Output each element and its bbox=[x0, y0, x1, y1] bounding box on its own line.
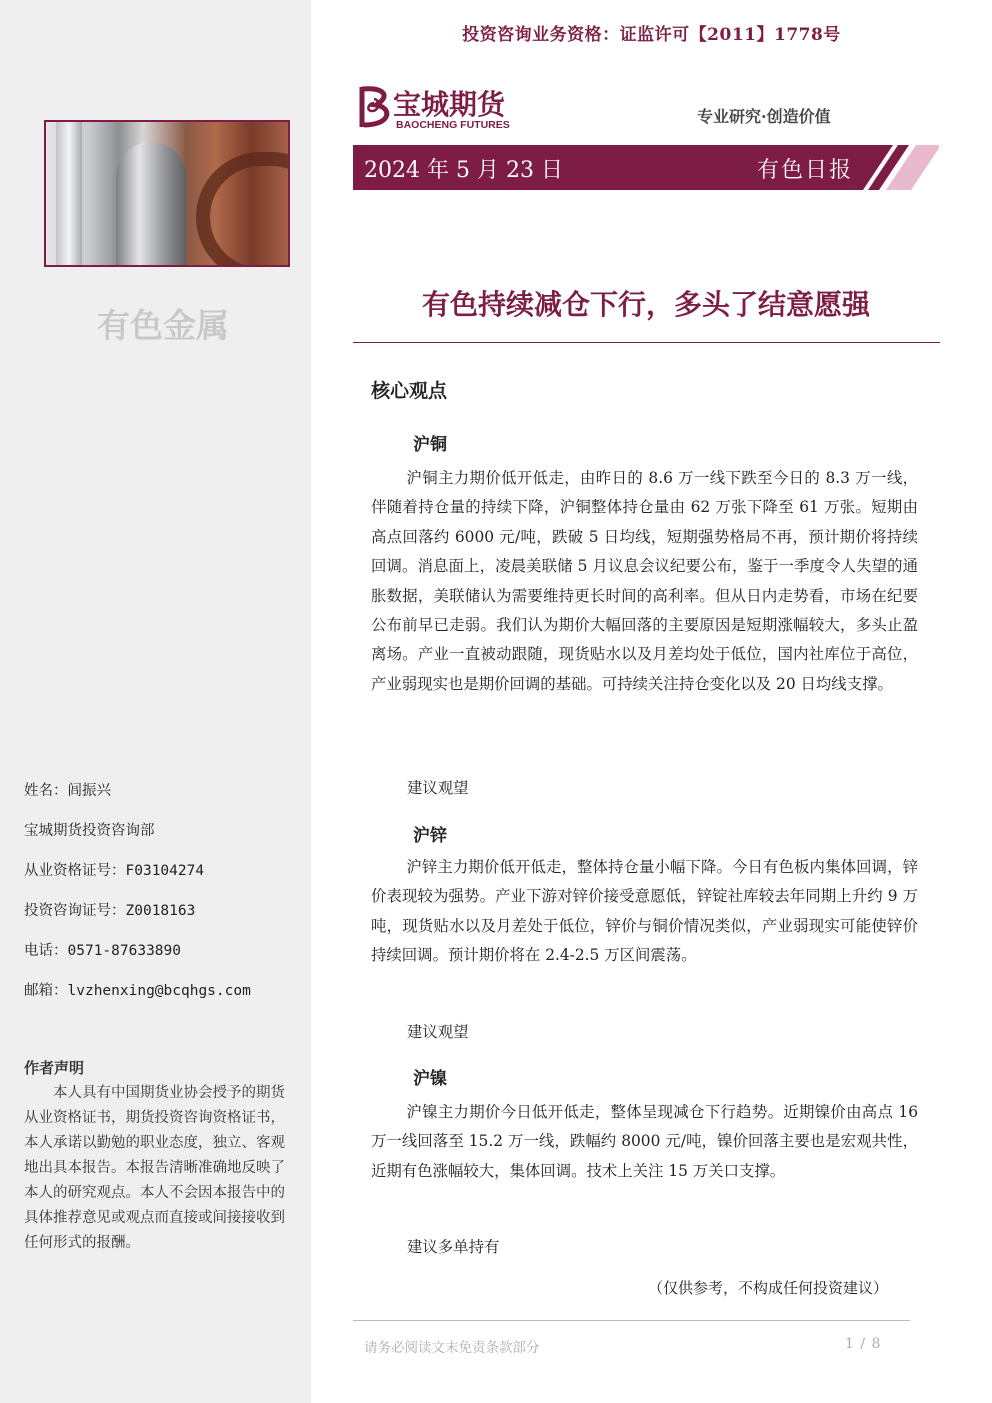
qualification-line: 投资咨询业务资格：证监许可【2011】1778号 bbox=[462, 25, 841, 45]
section-body-zinc: 沪锌主力期价低开低走，整体持仓量小幅下降。今日有色板内集体回调，锌价表现较为强势。产业下游对锌价接受意愿低，锌锭社库较去年同期上升约 9 万吨，现货贴水以及月差处于低位，锌价与铜价情况类似，产业弱现实可能使锌价持续回调。预计期价将在 2.4-2.5 万区间震荡。 bbox=[371, 858, 918, 965]
section-advice-copper: 建议观望 bbox=[407, 779, 469, 797]
section-heading-copper: 沪铜 bbox=[413, 435, 447, 455]
declaration-body: 本人具有中国期货业协会授予的期货从业资格证书，期货投资咨询资格证书，本人承诺以勤勉的职业态度，独立、客观地出具本报告。本报告清晰准确地反映了本人的研究观点。本人不会因本报告中的具体推荐意见或观点而直接或间接接收到任何形式的报酬。 bbox=[24, 1085, 285, 1251]
core-heading: 核心观点 bbox=[371, 380, 448, 402]
page-number: 1 / 8 bbox=[845, 1336, 882, 1352]
footer-note: 请务必阅读文末免责条款部分 bbox=[364, 1340, 540, 1356]
slogan: 专业研究·创造价值 bbox=[697, 107, 831, 126]
analyst-license: 从业资格证号：F03104274 bbox=[24, 863, 205, 879]
report-type: 有色日报 bbox=[757, 158, 854, 183]
section-body-nickel: 沪镍主力期价今日低开低走，整体呈现减仓下行趋势。近期镍价由高点 16 万一线回落至 15.2 万一线，跌幅约 8000 元/吨，镍价回落主要也是宏观共性，近期有色涨幅较大，集体回调。技术上关注 15 万关口支撑。 bbox=[371, 1103, 918, 1180]
logo-mark-icon bbox=[356, 85, 394, 129]
disclaimer: （仅供参考，不构成任何投资建议） bbox=[648, 1279, 889, 1297]
section-body-copper: 沪铜主力期价低开低走，由昨日的 8.6 万一线下跌至今日的 8.3 万一线，伴随着持仓量的持续下降，沪铜整体持仓量由 62 万张下降至 61 万张。短期由高点回落约 6000 元/吨，跌破 5 日均线，短期强势格局不再，预计期价将持续回调。消息面上，凌晨美联储 5 月议息会议纪要公布，鉴于一季度令人失望的通胀数据，美联储认为需要维持更长时间的高利率。但从日内走势看，市场在纪要公布前早已走弱。我们认为期价大幅回落的主要原因是短期涨幅较大，多头止盈离场。产业一直被动跟随，现货贴水以及月差均处于低位，国内社库位于高位，产业弱现实也是期价回调的基础。可持续关注持仓变化以及 20 日均线支撑。 bbox=[371, 469, 918, 693]
report-title: 有色持续减仓下行，多头了结意愿强 bbox=[421, 288, 870, 321]
date-banner bbox=[353, 145, 939, 190]
section-advice-zinc: 建议观望 bbox=[407, 1023, 469, 1041]
analyst-consult-license: 投资咨询证号：Z0018163 bbox=[24, 903, 196, 919]
analyst-dept: 宝城期货投资咨询部 bbox=[24, 823, 155, 839]
section-heading-zinc: 沪锌 bbox=[413, 826, 447, 846]
section-advice-nickel: 建议多单持有 bbox=[407, 1238, 500, 1256]
analyst-phone: 电话：0571-87633890 bbox=[24, 943, 181, 959]
logo-en-text: BAOCHENG FUTURES bbox=[396, 119, 510, 131]
declaration-title: 作者声明 bbox=[24, 1059, 85, 1077]
cover-image bbox=[44, 120, 290, 267]
sector-label: 有色金属 bbox=[97, 306, 229, 345]
report-date: 2024 年 5 月 23 日 bbox=[364, 158, 563, 183]
section-heading-nickel: 沪镍 bbox=[413, 1069, 447, 1089]
analyst-email[interactable]: 邮箱：lvzhenxing@bcqhgs.com bbox=[24, 983, 251, 999]
analyst-name: 姓名：闾振兴 bbox=[24, 783, 111, 799]
sidebar bbox=[0, 0, 311, 1403]
title-divider bbox=[353, 342, 940, 343]
logo-cn-text: 宝城期货 bbox=[393, 88, 506, 121]
footer-divider bbox=[353, 1320, 910, 1321]
